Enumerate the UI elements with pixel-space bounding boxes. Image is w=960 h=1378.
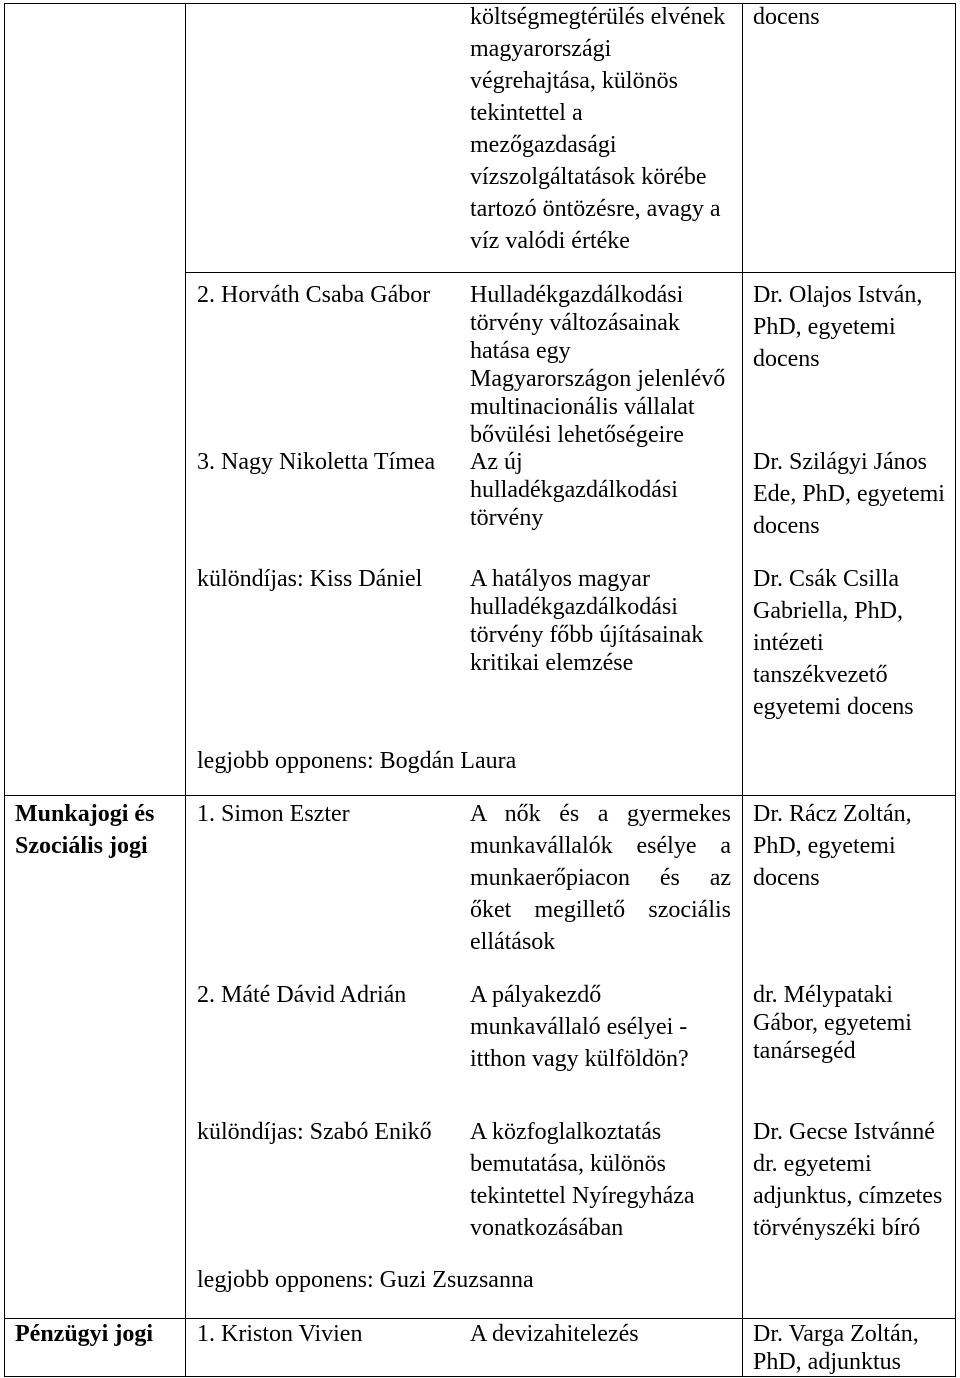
table-rule-right [955,3,956,1377]
supervisor-cell: dr. Mélypataki Gábor, egyetemi tanársegéd [753,982,912,1064]
student-cell: 2. Horváth Csaba Gábor [197,282,431,308]
supervisor-cell: Dr. Gecse Istvánné dr. egyetemi adjunktus, címzetes törvényszéki bíró [753,1119,943,1241]
student-cell: különdíjas: Szabó Enikő [197,1119,432,1145]
supervisor-cell: docens [753,4,820,30]
section-name: Munkajogi és Szociális jogi [15,801,155,859]
student-cell: 1. Kriston Vivien [197,1321,363,1347]
best-opponent: legjobb opponens: Guzi Zsuzsanna [197,1267,534,1293]
topic-cell: A közfoglalkoztatás bemutatása, különös tekintettel Nyíregyháza vonatkozásában [470,1119,695,1241]
topic-cell: Hulladékgazdálkodási törvény változásainak hatása egy Magyarországon jelenlévő multinacionális vállalat bővülési lehetőségeire [470,282,726,448]
table-rule-column [742,3,743,1377]
student-cell: 3. Nagy Nikoletta Tímea [197,449,436,475]
student-cell: 1. Simon Eszter [197,801,350,827]
topic-cell: A pályakezdő munkavállaló esélyei - itthon vagy külföldön? [470,982,689,1072]
section-name: Pénzügyi jogi [15,1321,153,1347]
supervisor-cell: Dr. Szilágyi János Ede, PhD, egyetemi docens [753,449,945,539]
topic-cell: A devizahitelezés [470,1321,639,1347]
student-cell: 2. Máté Dávid Adrián [197,982,407,1008]
topic-cell: A hatályos magyar hulladékgazdálkodási törvény főbb újításainak kritikai elemzése [470,566,704,676]
student-cell: különdíjas: Kiss Dániel [197,566,423,592]
table-rule-row [185,272,956,273]
best-opponent: legjobb opponens: Bogdán Laura [197,748,517,774]
supervisor-cell: Dr. Rácz Zoltán, PhD, egyetemi docens [753,801,912,891]
table-rule-section [4,795,956,796]
supervisor-cell: Dr. Varga Zoltán, PhD, adjunktus [753,1321,919,1375]
table-rule-section [4,1318,956,1319]
topic-cell: A nők és a gyermekes munkavállalók esélye a munkaerőpiacon és az őket megillető szociális ellátások [470,801,731,955]
supervisor-cell: Dr. Olajos István, PhD, egyetemi docens [753,282,923,372]
table-rule-bottom [4,1376,956,1377]
table-rule-column [185,3,186,1377]
table-rule-left [4,3,5,1377]
topic-cell: Az új hulladékgazdálkodási törvény [470,449,678,531]
topic-cell: költségmegtérülés elvének magyarországi végrehajtása, különös tekintettel a mezőgazdasági vízszolgáltatások körébe tartozó öntözésre, avagy a víz valódi értéke [470,4,726,254]
supervisor-cell: Dr. Csák Csilla Gabriella, PhD, intézeti tanszékvezető egyetemi docens [753,566,914,720]
